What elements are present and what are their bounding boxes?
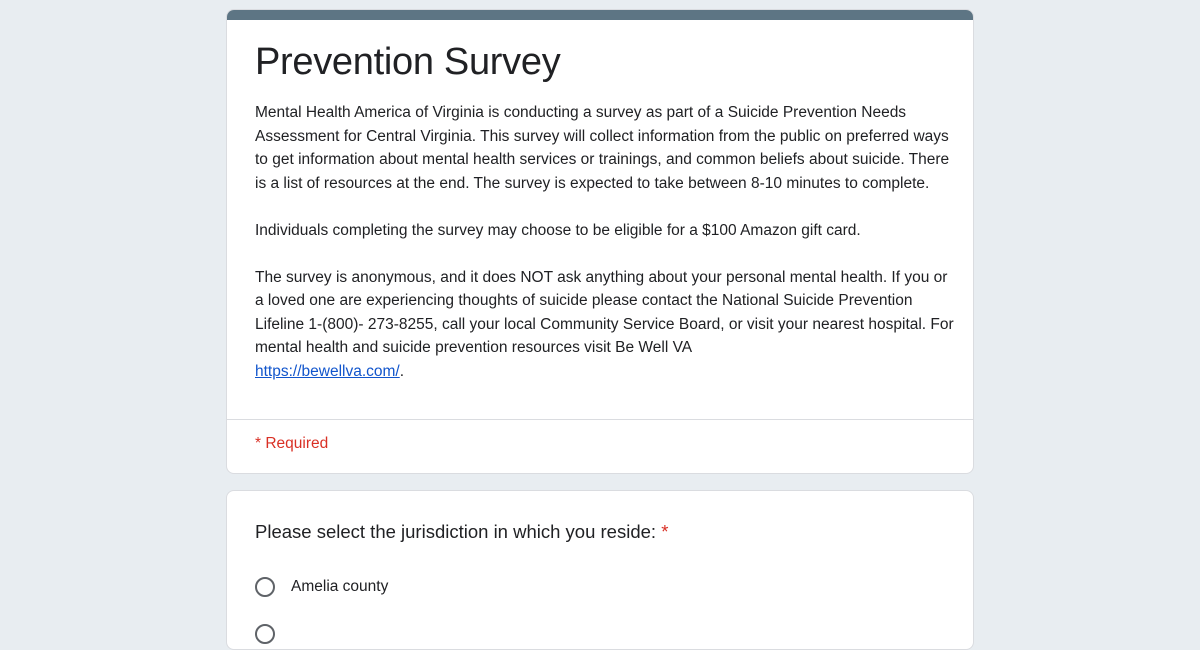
form-title: Prevention Survey (255, 41, 561, 83)
form-description-text: . (399, 362, 405, 380)
radio-button-icon[interactable] (255, 624, 275, 644)
form-description-text: The survey is anonymous, and it does NOT ask anything about your personal mental health. If you or a loved one are experiencing thoughts of suicide please contact the National Suicide Prevention Lifeline 1-(800)- 273-8255, call your local Community Service Board, or visit your nearest hospital. For mental health and suicide prevention resources visit Be Well VA (255, 268, 954, 356)
form-description-paragraph: Mental Health America of Virginia is conducting a survey as part of a Suicide Prevention Needs Assessment for Central Virginia. This survey will collect information from the public on preferred ways to get information about mental health services or trainings, and common beliefs about suicide. There is a list of resources at the end. The survey is expected to take between 8-10 minutes to complete. (255, 104, 950, 192)
bewellva-link[interactable]: https://bewellva.com/ (255, 362, 400, 380)
form-header-accent-bar (227, 10, 973, 20)
radio-button-icon[interactable] (255, 577, 275, 597)
form-header-card (226, 9, 974, 474)
header-divider (227, 419, 973, 420)
form-description-paragraph: Individuals completing the survey may choose to be eligible for a $100 Amazon gift card. (255, 221, 861, 239)
radio-option[interactable] (255, 624, 291, 644)
radio-option-label: Amelia county (291, 578, 389, 595)
radio-option-amelia-county[interactable] (255, 577, 388, 597)
required-note: * Required (255, 435, 329, 452)
question-title (255, 521, 668, 543)
required-asterisk: * (661, 521, 669, 542)
question-card-jurisdiction (226, 490, 974, 650)
form-description (255, 101, 955, 383)
form-description-paragraph (255, 266, 955, 384)
question-title-text: Please select the jurisdiction in which you reside: (255, 521, 657, 542)
